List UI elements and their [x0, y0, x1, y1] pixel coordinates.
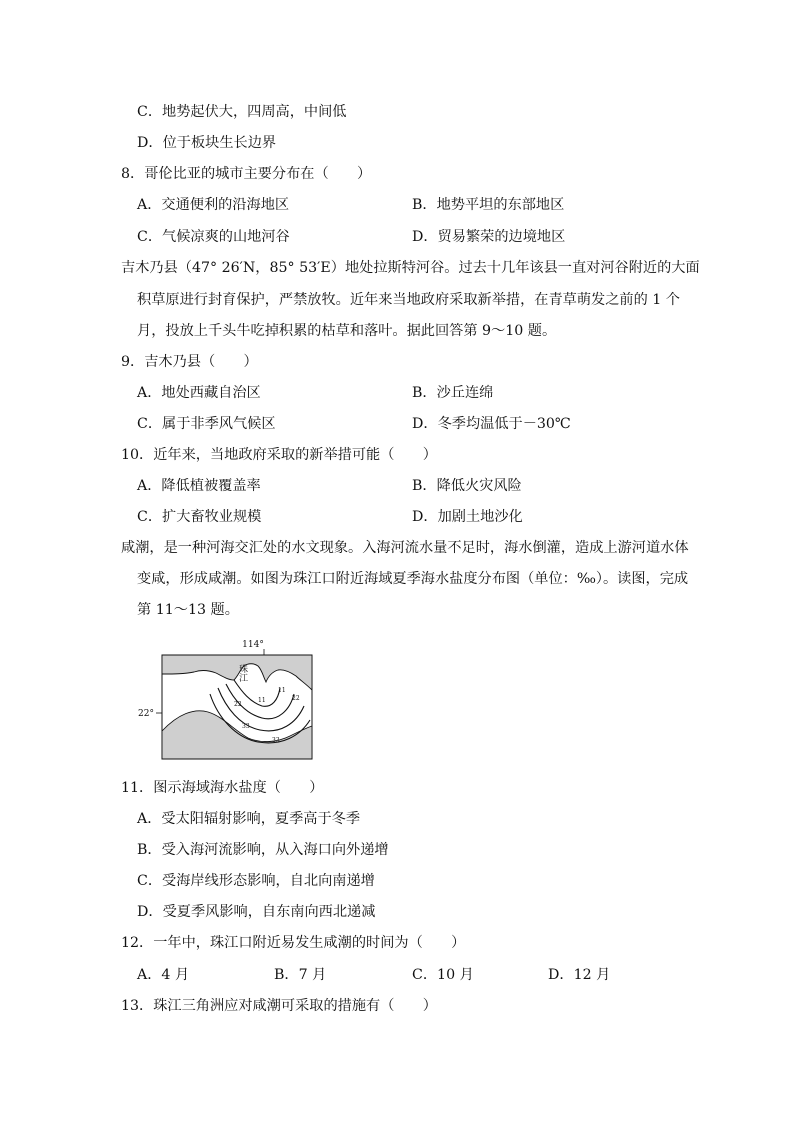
q9-option-b: B．沙丘连绵 [412, 385, 494, 401]
isoline-label: 11 [258, 697, 266, 704]
q12-option-d: D．12 月 [548, 967, 611, 983]
passage2-line2: 变咸，形成咸潮。如图为珠江口附近海域夏季海水盐度分布图（单位：‰）。读图，完成 [137, 571, 689, 587]
isoline-label: 22 [234, 701, 242, 708]
q9-stem: 9．吉木乃县（ ） [121, 354, 258, 370]
q11-stem: 11．图示海域海水盐度（ ） [121, 780, 324, 796]
isoline-label: 22 [292, 695, 300, 702]
isoline-label: 11 [278, 687, 286, 694]
q10-option-b: B．降低火灾风险 [412, 478, 522, 494]
q12-option-c: C．10 月 [412, 967, 474, 983]
q7-option-c: C．地势起伏大，四周高，中间低 [137, 104, 347, 120]
q12-option-b: B．7 月 [274, 967, 327, 983]
passage2-line3: 第 11～13 题。 [137, 602, 239, 618]
isoline-label: 33 [242, 723, 250, 730]
q11-option-d: D．受夏季风影响，自东南向西北递减 [137, 904, 376, 920]
q11-option-c: C．受海岸线形态影响，自北向南递增 [137, 873, 375, 889]
salinity-map [138, 636, 318, 762]
q10-option-a: A．降低植被覆盖率 [137, 478, 261, 494]
q10-option-d: D．加剧土地沙化 [412, 509, 523, 525]
isoline-label: 33 [272, 737, 280, 744]
q10-stem: 10．近年来，当地政府采取的新举措可能（ ） [121, 447, 437, 463]
q12-option-a: A．4 月 [137, 967, 190, 983]
q11-option-a: A．受太阳辐射影响，夏季高于冬季 [137, 811, 361, 827]
q11-option-b: B．受入海河流影响，从入海口向外递增 [137, 842, 389, 858]
q8-option-a: A．交通便利的沿海地区 [137, 197, 290, 213]
q9-option-d: D．冬季均温低于－30℃ [412, 416, 571, 432]
q8-option-d: D．贸易繁荣的边境地区 [412, 229, 566, 245]
map-river-label: 珠江 [237, 664, 247, 682]
q7-option-d: D．位于板块生长边界 [137, 135, 277, 151]
q13-stem: 13．珠江三角洲应对咸潮可采取的措施有（ ） [121, 998, 437, 1014]
q9-option-a: A．地处西藏自治区 [137, 385, 261, 401]
passage1-line2: 积草原进行封育保护，严禁放牧。近年来当地政府采取新举措，在青草萌发之前的 1 个 [137, 292, 680, 308]
q10-option-c: C．扩大畜牧业规模 [137, 509, 262, 525]
map-longitude-label: 114° [242, 640, 264, 650]
q8-stem: 8．哥伦比亚的城市主要分布在（ ） [121, 166, 372, 182]
q8-option-c: C．气候凉爽的山地河谷 [137, 229, 290, 245]
q9-option-c: C．属于非季风气候区 [137, 416, 276, 432]
map-latitude-label: 22° [138, 709, 154, 719]
q8-option-b: B．地势平坦的东部地区 [412, 197, 565, 213]
passage2-line1: 咸潮，是一种河海交汇处的水文现象。入海河流水量不足时，海水倒灌，造成上游河道水体 [121, 540, 689, 556]
passage1-line1: 吉木乃县（47° 26′N，85° 53′E）地处拉斯特河谷。过去十几年该县一直对河谷附近的大面 [121, 260, 700, 276]
passage1-line3: 月，投放上千头牛吃掉积累的枯草和落叶。据此回答第 9～10 题。 [137, 323, 557, 339]
q12-stem: 12．一年中，珠江口附近易发生咸潮的时间为（ ） [121, 935, 466, 951]
